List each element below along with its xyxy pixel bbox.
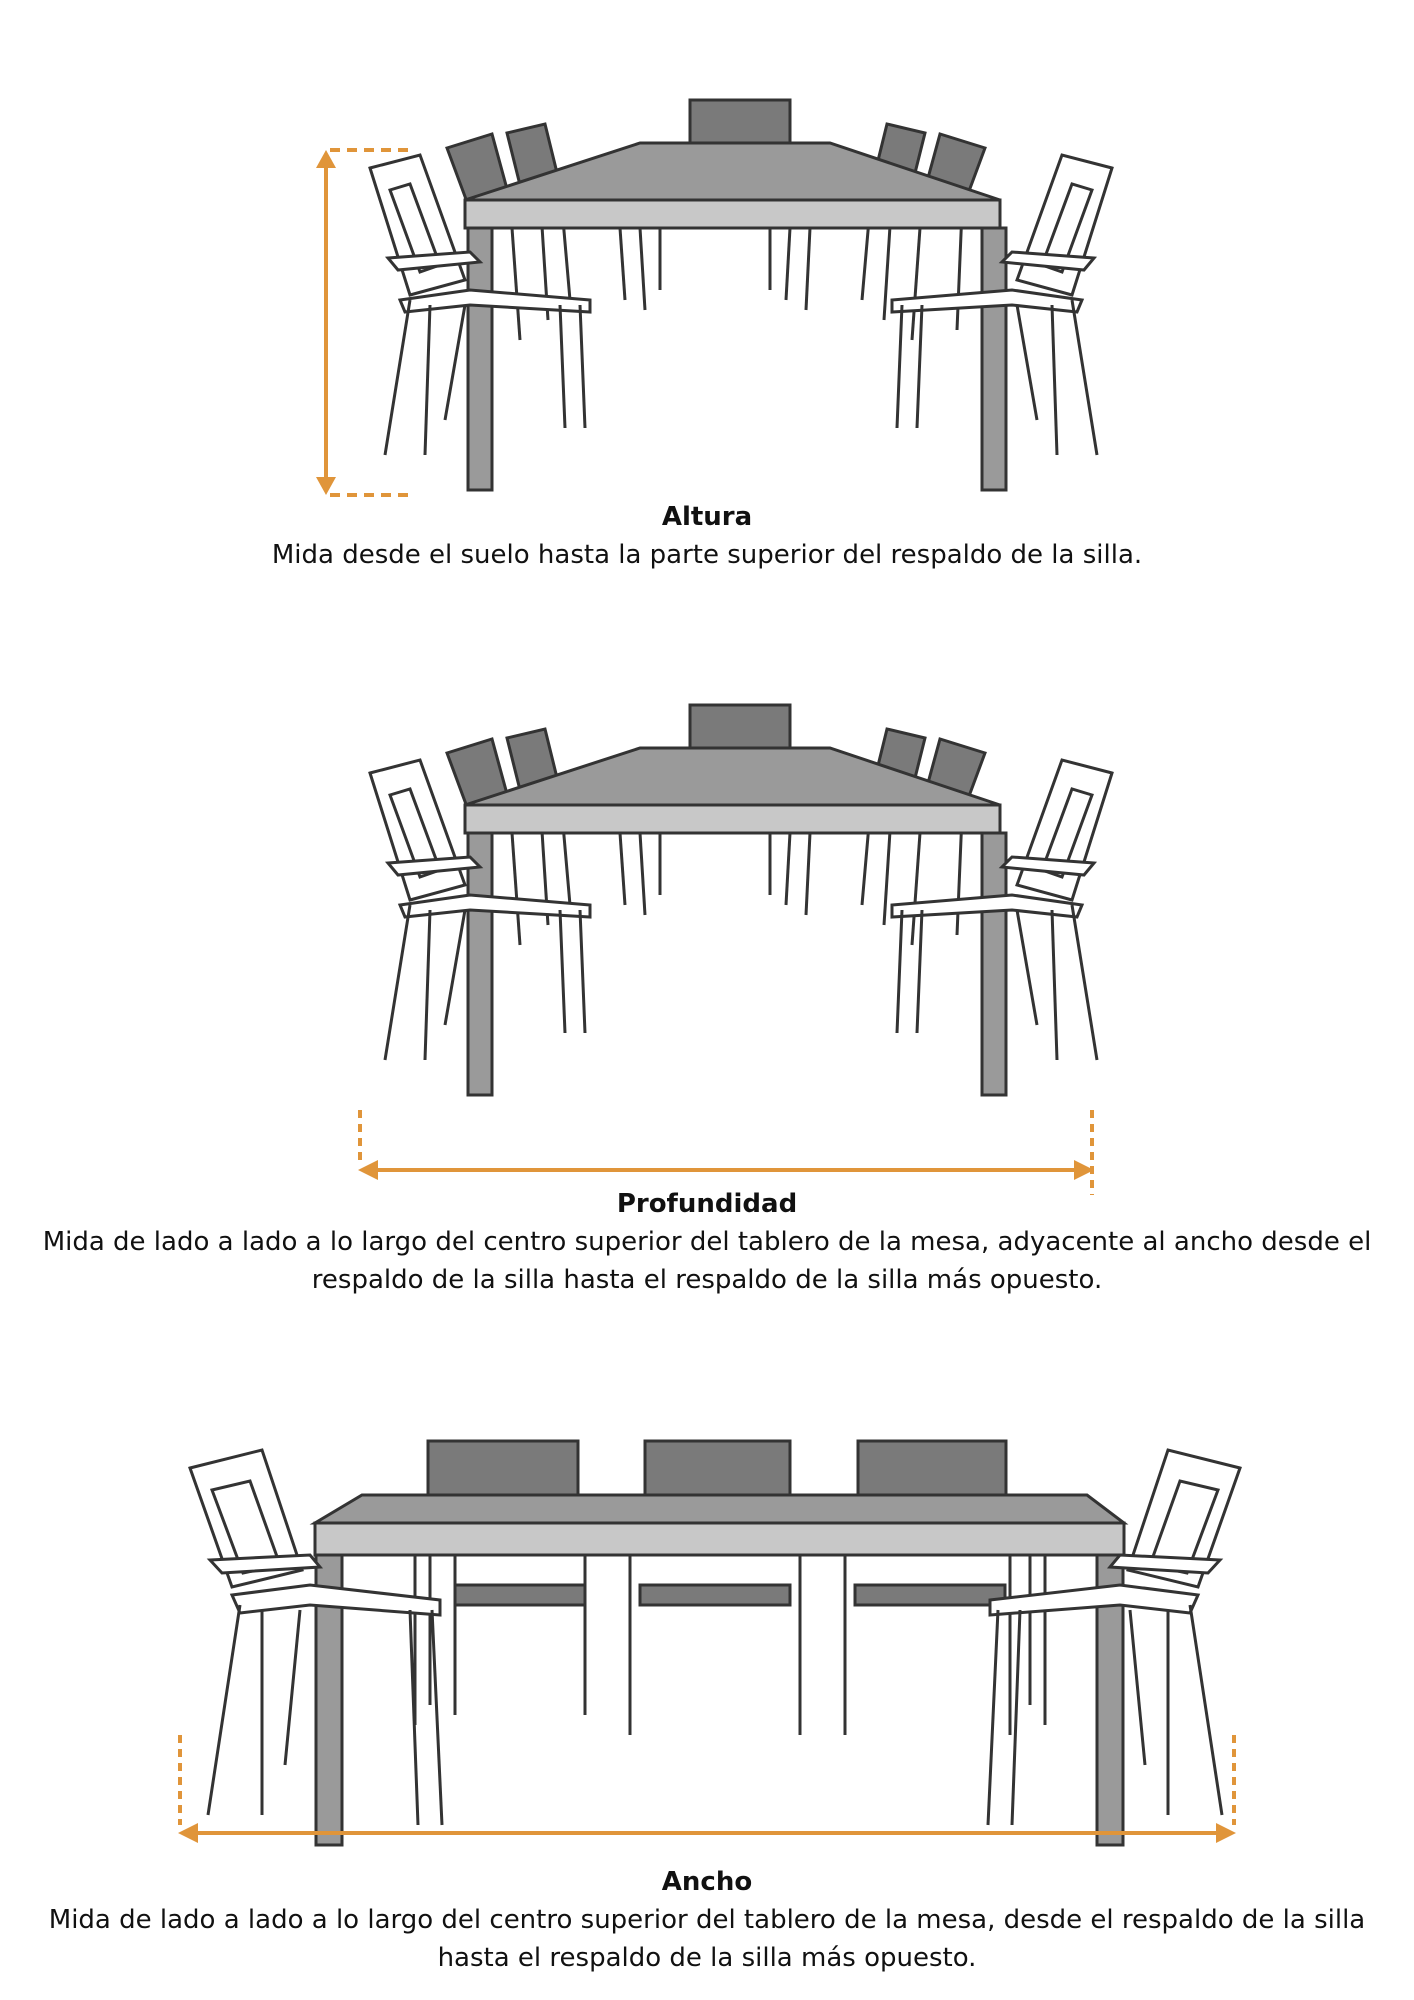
table-perspective-illustration — [0, 605, 1414, 1205]
depth-caption — [20, 1185, 1394, 1299]
table-leg-left — [468, 833, 492, 1095]
far-chair-back — [690, 100, 790, 145]
table-apron — [315, 1523, 1124, 1555]
table-front-illustration — [0, 1405, 1414, 1875]
under-table-chairs — [415, 1555, 1045, 1735]
under-table-chairs — [620, 228, 810, 310]
table-leg-right — [982, 228, 1006, 490]
far-chair-back — [690, 705, 790, 750]
table-apron — [465, 805, 1000, 833]
width-section — [0, 1405, 1414, 2000]
width-description: Mida de lado a lado a lo largo del centro superior del tablero de la mesa, desde el respaldo de la silla hasta el respaldo de la silla más opuesto. — [48, 1905, 1366, 1973]
depth-description: Mida de lado a lado a lo largo del centro superior del tablero de la mesa, adyacente al ancho desde el respaldo de la silla hasta el respaldo de la silla más opuesto. — [42, 1227, 1372, 1295]
table-top — [315, 1495, 1124, 1523]
height-description: Mida desde el suelo hasta la parte superior del respaldo de la silla. — [271, 540, 1143, 570]
height-title: Altura — [661, 502, 753, 532]
height-section — [0, 0, 1414, 600]
depth-title: Profundidad — [616, 1189, 798, 1219]
width-caption — [20, 1863, 1394, 1977]
table-perspective-illustration — [0, 0, 1414, 500]
height-caption — [20, 498, 1394, 574]
depth-section — [0, 605, 1414, 1305]
back-chairs-row — [428, 1441, 1006, 1496]
depth-dimension-arrow — [358, 1110, 1094, 1195]
under-table-chairs — [620, 833, 810, 915]
width-title: Ancho — [661, 1867, 753, 1897]
table-leg-right — [982, 833, 1006, 1095]
table-leg-left — [468, 228, 492, 490]
table-apron — [465, 200, 1000, 228]
